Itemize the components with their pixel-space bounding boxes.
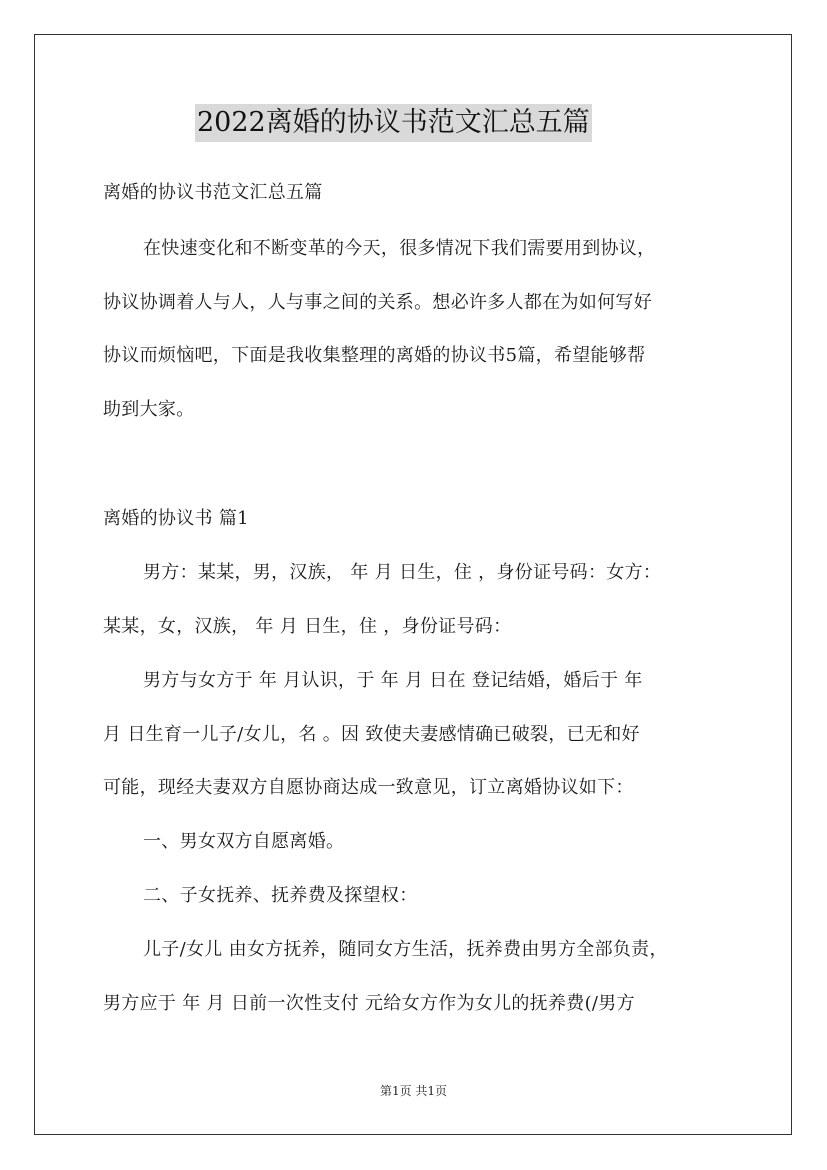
page-number-footer: 第1页 共1页 bbox=[379, 1084, 448, 1098]
body-line-6: 一、男女双方自愿离婚。 bbox=[143, 831, 345, 852]
intro-line-2: 协议协调着人与人，人与事之间的关系。想必许多人都在为如何写好 bbox=[103, 292, 652, 313]
body-line-2: 某某，女，汉族， 年 月 日生，住 ，身份证号码： bbox=[103, 616, 512, 637]
section-heading: 离婚的协议书 篇1 bbox=[103, 508, 249, 529]
intro-line-1: 在快速变化和不断变革的今天，很多情况下我们需要用到协议， bbox=[143, 238, 656, 259]
intro-line-4: 助到大家。 bbox=[103, 399, 195, 420]
body-line-4: 月 日生育一儿子/女儿，名 。因 致使夫妻感情确已破裂，已无和好 bbox=[103, 724, 640, 745]
body-line-1: 男方：某某，男，汉族， 年 月 日生，住 ，身份证号码：女方： bbox=[143, 562, 662, 583]
body-line-9: 男方应于 年 月 日前一次性支付 元给女方作为女儿的抚养费(/男方 bbox=[103, 993, 635, 1014]
body-line-5: 可能，现经夫妻双方自愿协商达成一致意见，订立离婚协议如下： bbox=[103, 777, 634, 798]
intro-line-3: 协议而烦恼吧，下面是我收集整理的离婚的协议书5篇，希望能够帮 bbox=[103, 345, 646, 366]
body-line-8: 儿子/女儿 由女方抚养，随同女方生活，抚养费由男方全部负责， bbox=[143, 939, 668, 960]
body-line-7: 二、子女抚养、抚养费及探望权： bbox=[143, 885, 418, 906]
body-line-3: 男方与女方于 年 月认识，于 年 月 日在 登记结婚，婚后于 年 bbox=[143, 670, 643, 691]
document-subtitle: 离婚的协议书范文汇总五篇 bbox=[103, 182, 323, 203]
document-title: 2022离婚的协议书范文汇总五篇 bbox=[195, 104, 592, 142]
